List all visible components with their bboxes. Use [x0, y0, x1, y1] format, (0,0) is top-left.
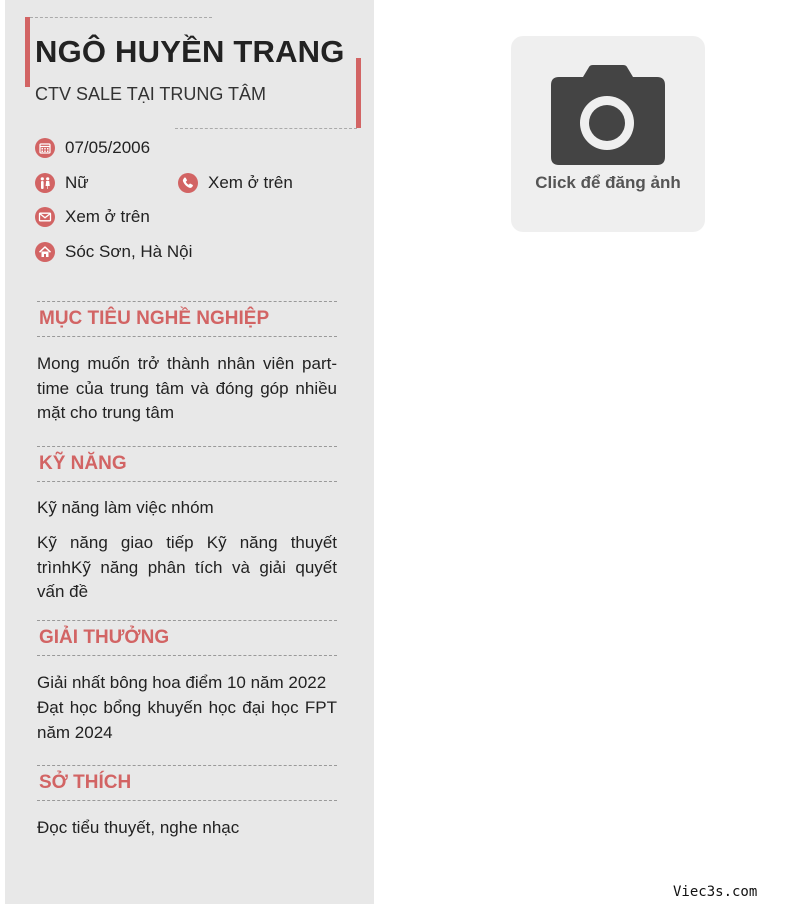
birthday-row[interactable]: [35, 138, 150, 158]
awards-section-title[interactable]: [37, 620, 337, 656]
header-divider-top: [30, 17, 212, 18]
calendar-icon: [35, 138, 55, 158]
home-icon: [35, 242, 55, 262]
camera-icon: [549, 65, 667, 167]
objective-title-text: MỤC TIÊU NGHỀ NGHIỆP: [39, 308, 270, 329]
photo-upload-button[interactable]: [511, 36, 705, 232]
hobbies-title-text: SỞ THÍCH: [39, 772, 132, 793]
hobbies-section-title[interactable]: [37, 765, 337, 801]
address-value: Sóc Sơn, Hà Nội: [65, 242, 193, 261]
skill-item[interactable]: Kỹ năng giao tiếp Kỹ năng thuyết trìnhKỹ năng phân tích và giải quyết vấn đề: [37, 533, 337, 601]
gender-icon: [35, 173, 55, 193]
photo-upload-caption: Click để đăng ảnh: [535, 173, 681, 192]
skills-title-text: KỸ NĂNG: [39, 453, 127, 474]
email-row[interactable]: [35, 207, 150, 227]
address-row[interactable]: [35, 242, 192, 262]
skills-section-title[interactable]: [37, 446, 337, 482]
skill-item[interactable]: Kỹ năng làm việc nhóm: [37, 498, 214, 517]
objective-section-title[interactable]: [37, 301, 337, 337]
award-item[interactable]: Đạt học bổng khuyến học đại học FPT năm 2024: [37, 698, 337, 742]
award-item[interactable]: Giải nhất bông hoa điểm 10 năm 2022: [37, 673, 327, 692]
gender-value: Nữ: [65, 173, 89, 192]
header-divider-bottom: [175, 128, 357, 129]
phone-value: Xem ở trên: [208, 173, 293, 192]
awards-title-text: GIẢI THƯỞNG: [39, 627, 170, 648]
email-value: Xem ở trên: [65, 207, 150, 226]
accent-bar-right: [356, 58, 361, 128]
phone-row[interactable]: [178, 173, 293, 193]
objective-text[interactable]: Mong muốn trở thành nhân viên part-time của trung tâm và đóng góp nhiều mặt cho trung tâm: [37, 354, 337, 422]
accent-bar-left: [25, 17, 30, 87]
phone-icon: [178, 173, 198, 193]
gender-row[interactable]: [35, 173, 89, 193]
hobby-item[interactable]: Đọc tiểu thuyết, nghe nhạc: [37, 818, 240, 837]
candidate-name[interactable]: NGÔ HUYỀN TRANG: [35, 34, 345, 69]
watermark: Viec3s.com: [673, 884, 758, 900]
job-title[interactable]: CTV SALE TẠI TRUNG TÂM: [35, 84, 267, 104]
envelope-icon: [35, 207, 55, 227]
birthday-value: 07/05/2006: [65, 138, 151, 157]
